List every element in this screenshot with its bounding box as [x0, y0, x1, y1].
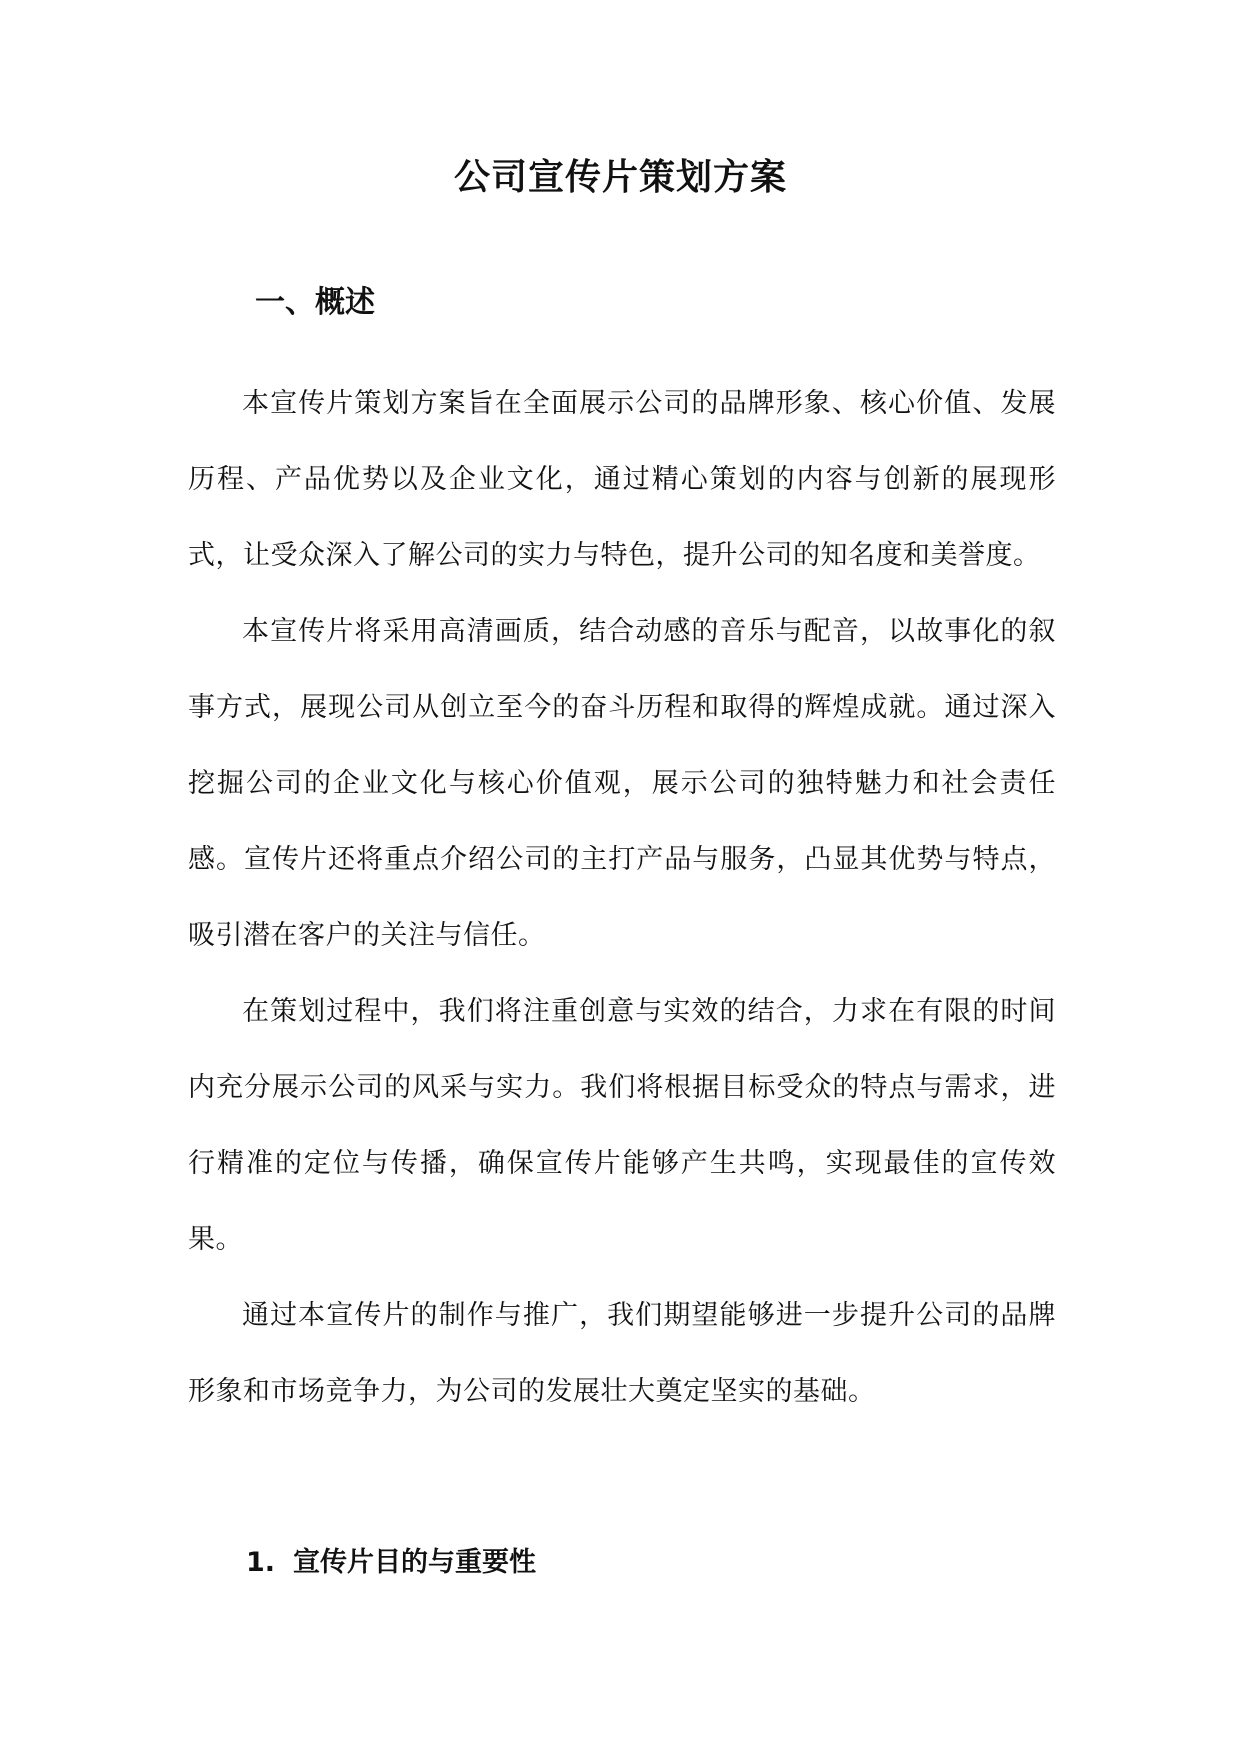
section-heading: 一、概述 — [255, 285, 375, 320]
paragraph: 本宣传片策划方案旨在全面展示公司的品牌形象、核心价值、发展历程、产品优势以及企业文化，通过精心策划的内容与创新的展现形式，让受众深入了解公司的实力与特色，提升公司的知名度和美誉度。 — [188, 388, 1056, 571]
paragraph: 在策划过程中，我们将注重创意与实效的结合，力求在有限的时间内充分展示公司的风采与实力。我们将根据目标受众的特点与需求，进行精准的定位与传播，确保宣传片能够产生共鸣，实现最佳的宣传效果。 — [188, 996, 1056, 1255]
subsection-number: 1. — [246, 1547, 276, 1578]
paragraph: 本宣传片将采用高清画质，结合动感的音乐与配音，以故事化的叙事方式，展现公司从创立至今的奋斗历程和取得的辉煌成就。通过深入挖掘公司的企业文化与核心价值观，展示公司的独特魅力和社会责任感。宣传片还将重点介绍公司的主打产品与服务，凸显其优势与特点，吸引潜在客户的关注与信任。 — [188, 616, 1056, 951]
subsection-heading — [246, 1538, 536, 1588]
subsection-title: 宣传片目的与重要性 — [293, 1547, 537, 1578]
paragraph: 通过本宣传片的制作与推广，我们期望能够进一步提升公司的品牌形象和市场竞争力，为公司的发展壮大奠定坚实的基础。 — [188, 1300, 1056, 1407]
document-title: 公司宣传片策划方案 — [453, 157, 787, 198]
document-body — [188, 366, 1056, 1430]
